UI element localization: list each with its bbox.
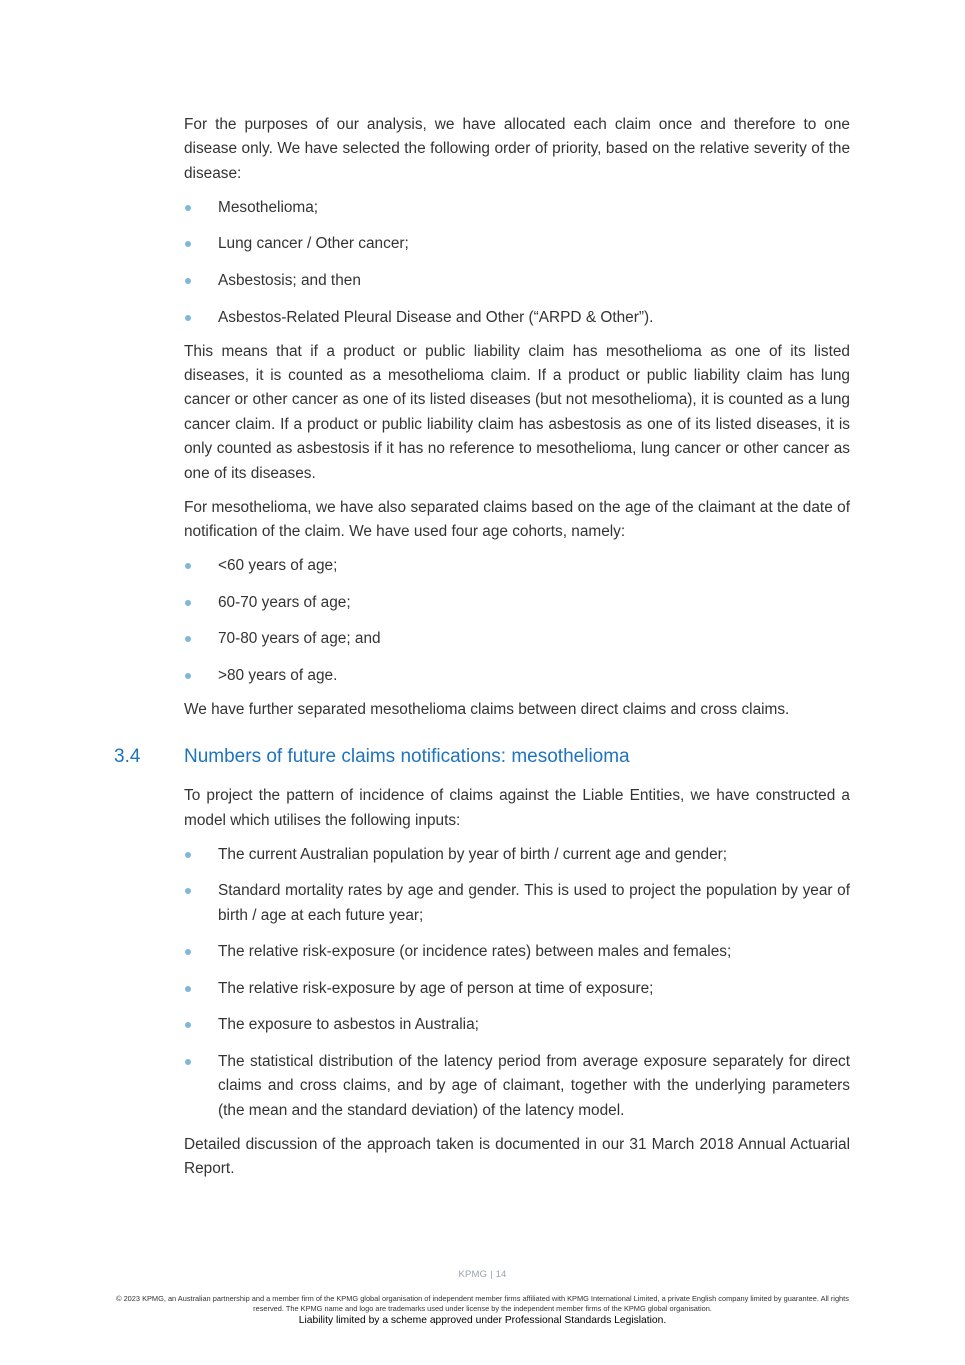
list-item: Standard mortality rates by age and gender. This is used to project the population by year of birth / age at each future year;	[184, 879, 850, 928]
bullet-icon	[185, 563, 191, 569]
bullet-icon	[185, 852, 191, 858]
bullet-icon	[185, 888, 191, 894]
model-inputs-list	[184, 843, 850, 1124]
list-item: Mesothelioma;	[184, 196, 850, 220]
list-item: Lung cancer / Other cancer;	[184, 232, 850, 256]
list-item: Asbestos-Related Pleural Disease and Other (“ARPD & Other”).	[184, 306, 850, 330]
bullet-icon	[185, 205, 191, 211]
disease-priority-list	[184, 196, 850, 330]
bullet-icon	[185, 315, 191, 321]
bullet-icon	[185, 636, 191, 642]
bullet-icon	[185, 278, 191, 284]
liability-notice: Liability limited by a scheme approved under Professional Standards Legislation.	[298, 1315, 667, 1326]
meaning-paragraph: This means that if a product or public liability claim has mesothelioma as one of its listed diseases, it is counted as a mesothelioma claim. If a product or public liability claim has lung cancer or other cancer as one of its listed diseases (but not mesothelioma), it is counted as a lung cancer claim. If a product or public liability claim has asbestosis as one of its listed diseases, it is only counted as asbestosis if it has no reference to mesothelioma, lung cancer or other cancer as one of its diseases.	[184, 342, 850, 482]
list-item: <60 years of age;	[184, 554, 850, 578]
bullet-icon	[185, 1022, 191, 1028]
section-heading	[114, 744, 850, 770]
age-cohort-paragraph: For mesothelioma, we have also separated claims based on the age of the claimant at the date of notification of the claim. We have used four age cohorts, namely:	[184, 498, 850, 541]
bullet-icon	[185, 949, 191, 955]
separation-paragraph: We have further separated mesothelioma claims between direct claims and cross claims.	[184, 700, 790, 718]
bullet-icon	[185, 600, 191, 606]
list-item: The relative risk-exposure by age of person at time of exposure;	[184, 977, 850, 1001]
list-item: 60-70 years of age;	[184, 591, 850, 615]
list-item: The statistical distribution of the latency period from average exposure separately for direct claims and cross claims, and by age of claimant, together with the underlying parameters (the mean and the standard deviation) of the latency model.	[184, 1050, 850, 1123]
bullet-icon	[185, 673, 191, 679]
section-title: Numbers of future claims notifications: mesothelioma	[184, 746, 630, 768]
document-body	[114, 113, 850, 1191]
bullet-icon	[185, 986, 191, 992]
list-item: The relative risk-exposure (or incidence rates) between males and females;	[184, 940, 850, 964]
list-item: The current Australian population by year of birth / current age and gender;	[184, 843, 850, 867]
page-number: KPMG | 14	[458, 1269, 507, 1280]
age-cohort-list	[184, 554, 850, 688]
bullet-icon	[185, 241, 191, 247]
copyright-notice: © 2023 KPMG, an Australian partnership and a member firm of the KPMG global organisation of independent member firms affiliated with KPMG International Limited, a private English company limited by guarantee. All rights reserved. The KPMG name and logo are trademarks used under license by the independent member firms of the KPMG global organisation.	[116, 1294, 849, 1313]
closing-paragraph: Detailed discussion of the approach taken is documented in our 31 March 2018 Annual Actuarial Report.	[184, 1135, 850, 1178]
list-item: >80 years of age.	[184, 664, 850, 688]
intro-paragraph: For the purposes of our analysis, we have allocated each claim once and therefore to one disease only. We have selected the following order of priority, based on the relative severity of the disease:	[184, 116, 850, 182]
list-item: Asbestosis; and then	[184, 269, 850, 293]
bullet-icon	[185, 1059, 191, 1065]
list-item: The exposure to asbestos in Australia;	[184, 1013, 850, 1037]
section-intro-paragraph: To project the pattern of incidence of claims against the Liable Entities, we have constructed a model which utilises the following inputs:	[184, 787, 850, 829]
list-item: 70-80 years of age; and	[184, 627, 850, 651]
section-number: 3.4	[114, 746, 141, 768]
